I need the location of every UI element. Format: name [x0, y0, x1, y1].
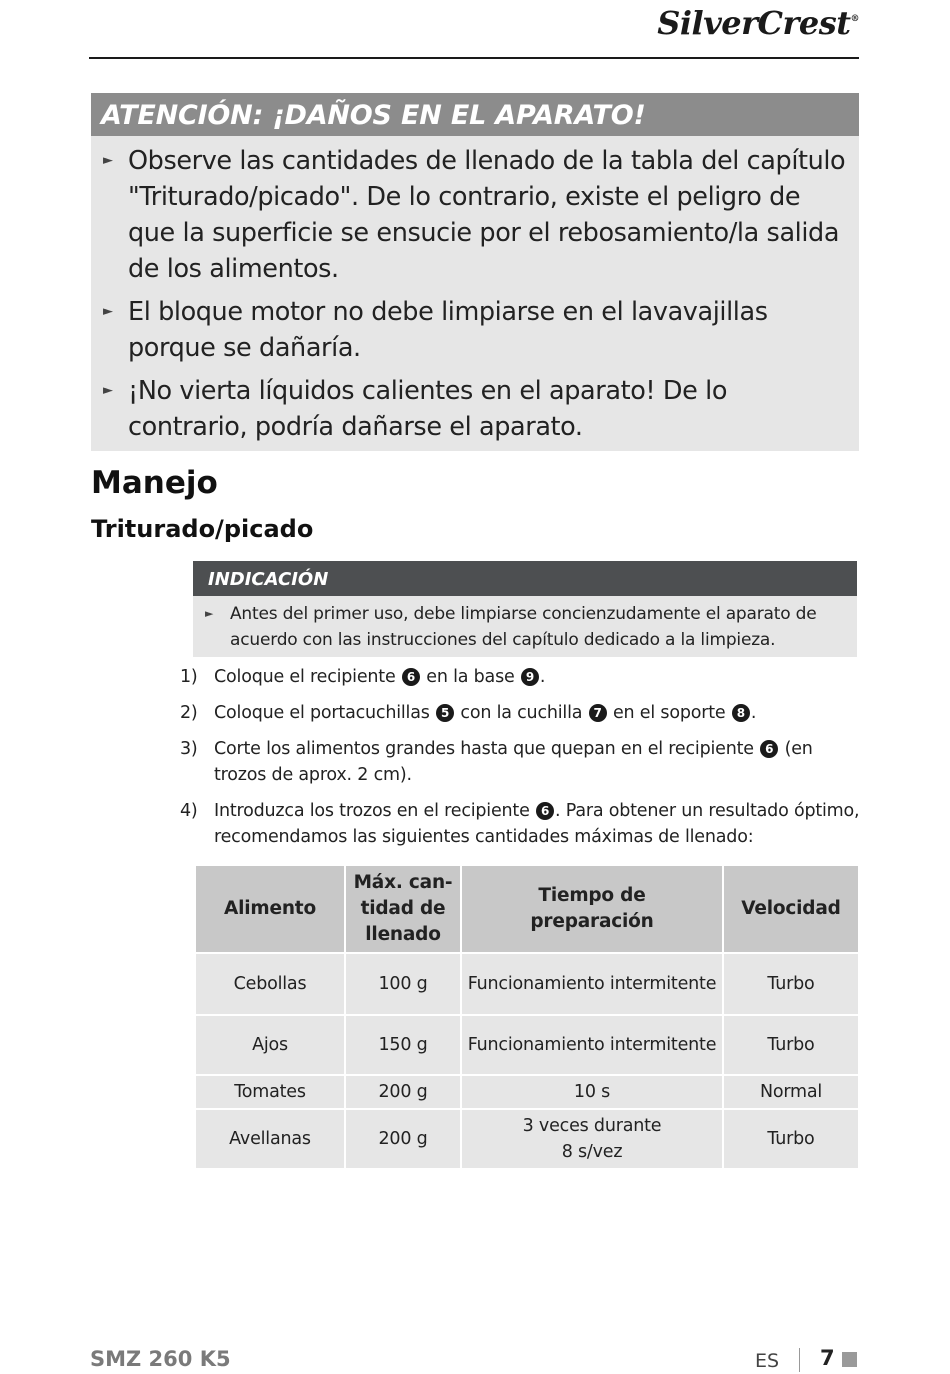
note-text: ► Antes del primer uso, debe limpiarse concienzudamente el aparato de acuerdo con las instrucciones del capítulo dedicado a la limpieza.	[193, 596, 857, 657]
footer-model: SMZ 260 K5	[90, 1347, 231, 1371]
subsection-title: Triturado/picado	[91, 515, 314, 543]
part-number-badge: 6	[536, 802, 554, 820]
arrow-bullet-icon: ►	[103, 383, 113, 398]
arrow-bullet-icon: ►	[205, 607, 214, 620]
footer-divider	[799, 1348, 800, 1372]
brand-logo: SilverCrest®	[657, 4, 859, 42]
column-header: Alimento	[195, 865, 345, 953]
page-number: 7	[820, 1346, 835, 1370]
warning-list	[91, 136, 859, 445]
warning-item: ► Observe las cantidades de llenado de la tabla del capítulo "Triturado/picado". De lo contrario, existe el peligro de que la superficie se ensucie por el rebosamiento/la salida de los alimentos.	[91, 143, 859, 287]
part-number-badge: 6	[402, 668, 420, 686]
arrow-bullet-icon: ►	[103, 153, 113, 168]
part-number-badge: 7	[589, 704, 607, 722]
step-item: 1) Coloque el recipiente 6 en la base 9 .	[180, 667, 546, 687]
column-header: Máx. can- tidad de llenado	[345, 865, 461, 953]
part-number-badge: 8	[732, 704, 750, 722]
warning-box	[91, 93, 859, 451]
table-row: Ajos 150 g Funcionamiento intermitente Turbo	[195, 1015, 859, 1075]
step-item: 2) Coloque el portacuchillas 5 con la cuchilla 7 en el soporte 8 .	[180, 703, 757, 723]
header-rule	[89, 57, 859, 59]
warning-item: ► El bloque motor no debe limpiarse en el lavavajillas porque se dañaría.	[91, 294, 859, 366]
fill-quantities-table	[194, 864, 860, 1170]
part-number-badge: 5	[436, 704, 454, 722]
part-number-badge: 9	[521, 668, 539, 686]
section-title: Manejo	[91, 465, 218, 501]
table-row: Avellanas 200 g 3 veces durante 8 s/vez Turbo	[195, 1109, 859, 1169]
warning-title: ATENCIÓN: ¡DAÑOS EN EL APARATO!	[91, 93, 859, 136]
warning-item: ► ¡No vierta líquidos calientes en el aparato! De lo contrario, podría dañarse el aparato.	[91, 373, 859, 445]
table-row: Cebollas 100 g Funcionamiento intermitente Turbo	[195, 953, 859, 1015]
note-box	[193, 561, 857, 657]
arrow-bullet-icon: ►	[103, 304, 113, 319]
step-item: 4) Introduzca los trozos en el recipiente 6 . Para obtener un resultado óptimo, recomendamos las siguientes cantidades máximas de llenado:	[180, 801, 860, 847]
steps-list	[180, 664, 860, 860]
column-header: Tiempo de preparación	[461, 865, 723, 953]
part-number-badge: 6	[760, 740, 778, 758]
column-header: Velocidad	[723, 865, 859, 953]
note-title: INDICACIÓN	[193, 561, 857, 596]
footer-language: ES	[755, 1350, 780, 1372]
page-marker-icon	[842, 1352, 857, 1367]
step-item: 3) Corte los alimentos grandes hasta que quepan en el recipiente 6 (en trozos de aprox. 2 cm).	[180, 739, 813, 785]
table-header-row	[195, 865, 859, 953]
table-row: Tomates 200 g 10 s Normal	[195, 1075, 859, 1109]
